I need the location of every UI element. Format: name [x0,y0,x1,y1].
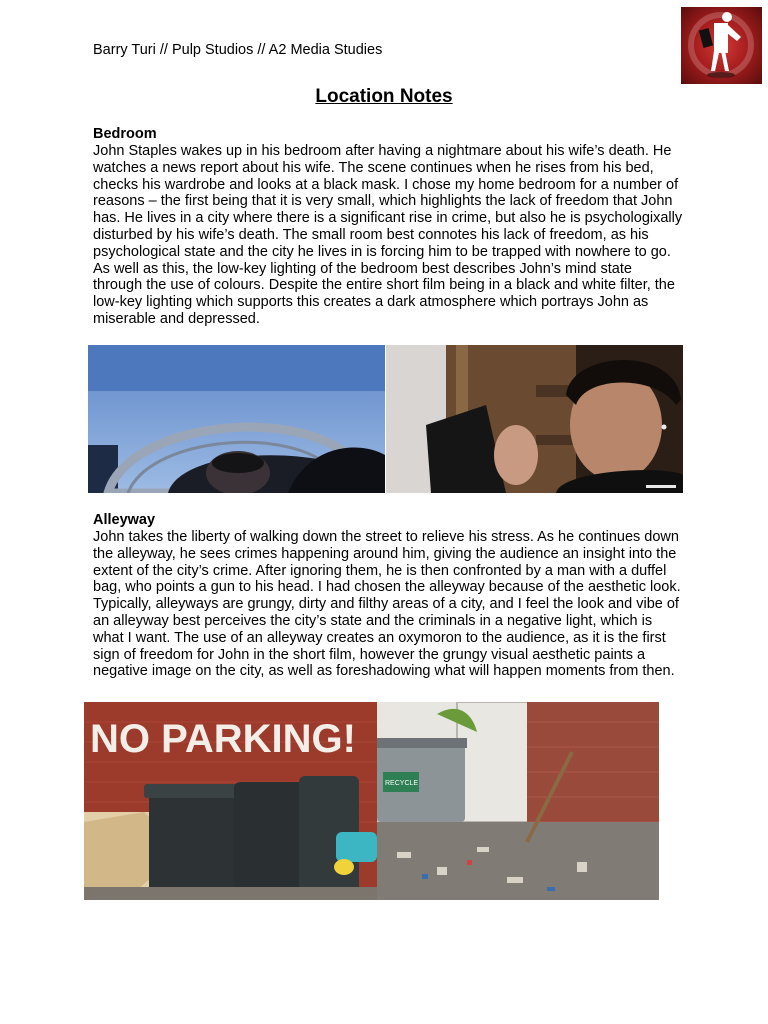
alleyway-photo-bins [84,702,377,900]
section-body-alleyway: John takes the liberty of walking down the street to relieve his stress. As he continues down the alleyway, he sees crimes happening around him, giving the audience an insight into the extent of the city’s crime. After ignoring them, he is then confronted by a man with a duffel bag, who points a gun to his head. I had chosen the alleyway because of the aesthetic look. Typically, alleyways are grungy, dirty and filthy areas of a city, and I feel the look and vibe of an alleyway best perceives the city’s state and the criminals in a negative light, which is what I want. The use of an alleyway creates an oxymoron to the audience, as it is the first sign of freedom for John in the short film, however the grungy visual aesthetic paints a negative image on the city, as well as foreshadowing what will happen moments from then. [93,529,681,680]
section-heading-bedroom: Bedroom [93,126,157,142]
document-header: Barry Turi // Pulp Studios // A2 Media Studies [93,42,383,58]
alleyway-photo-rubbish [377,702,659,900]
section-body-bedroom: John Staples wakes up in his bedroom after having a nightmare about his wife’s death. He watches a news report about his wife. The scene continues when he rises from his bed, checks his wardrobe and looks at a black mask. I chose my home bedroom for a number of reasons – the first being that it is very small, which highlights the lack of freedom that John has. He lives in a city where there is a significant rise in crime, but also he is psychologixally disturbed by his wife’s death. The small room best connotes his lack of freedom, as his psychological state and the city he lives in is forcing him to be trapped with nowhere to go. As well as this, the low-key lighting of the bedroom best describes John’s mind state through the use of colours. Despite the entire short film being in a black and white filter, the low-key lighting which supports this creates a dark atmosphere which portrays John as miserable and depressed. [93,143,683,327]
bedroom-photo-wardrobe [386,345,683,493]
page-title: Location Notes [315,86,453,107]
section-heading-alleyway: Alleyway [93,512,156,528]
bedroom-photo-bed [88,345,385,493]
studio-logo [681,7,762,84]
no-parking-sign: NO PARKING! [90,717,356,761]
bin-sticker: RECYCLE [385,780,419,787]
